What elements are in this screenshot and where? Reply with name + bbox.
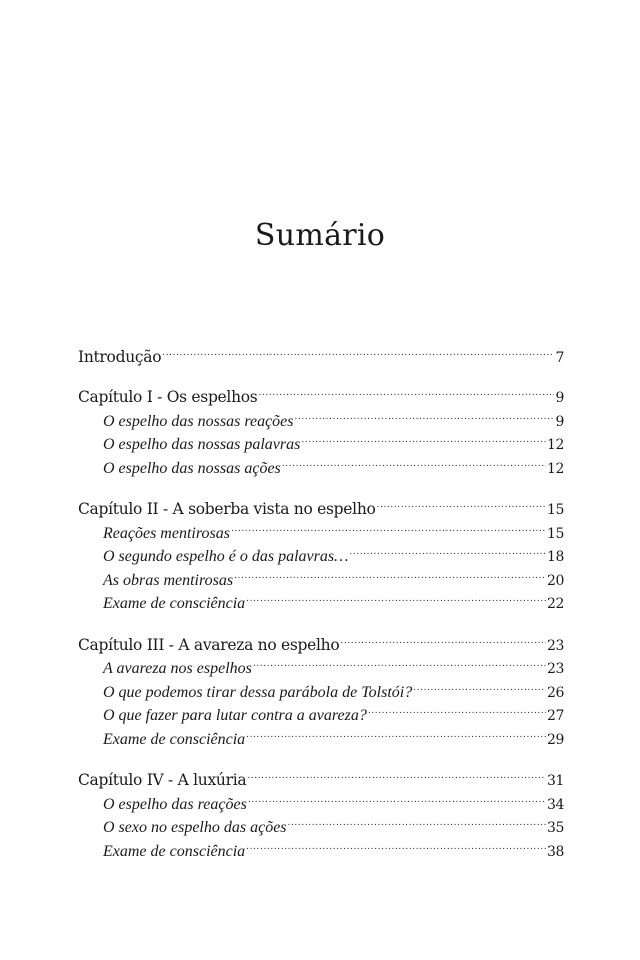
toc-subentry-page: 12 xyxy=(546,437,564,453)
dot-leader xyxy=(340,626,546,650)
toc-subentry-label: Reações mentirosas xyxy=(103,524,230,542)
table-of-contents xyxy=(78,338,564,874)
toc-subentry-page: 29 xyxy=(546,731,564,748)
toc-group-chapter-1 xyxy=(78,379,564,477)
toc-entry-page: 9 xyxy=(555,390,564,406)
toc-subentry-page: 38 xyxy=(546,843,564,860)
toc-group-introduction xyxy=(78,338,564,366)
dot-leader xyxy=(349,538,546,562)
dot-leader xyxy=(231,514,546,538)
toc-group-chapter-3 xyxy=(78,626,564,748)
toc-subentry-label: O segundo espelho é o das palavras… xyxy=(103,548,349,565)
toc-subentry-label: O que podemos tirar dessa parábola de Tolstói? xyxy=(103,683,413,701)
toc-subentry-label: O espelho das nossas ações xyxy=(103,459,281,477)
dot-leader xyxy=(301,426,546,450)
toc-subentry-page: 27 xyxy=(546,708,564,724)
toc-entry-chapter-3[interactable] xyxy=(78,626,564,654)
toc-subentry-page: 18 xyxy=(546,549,564,565)
toc-entry-label: Capítulo I - Os espelhos xyxy=(78,388,258,406)
dot-leader xyxy=(282,449,546,473)
toc-entry-chapter-2[interactable] xyxy=(78,491,564,518)
toc-subentry-page: 35 xyxy=(546,820,564,836)
toc-subentry-label: O que fazer para lutar contra a avareza? xyxy=(103,707,367,724)
toc-subentry-page: 9 xyxy=(555,413,564,430)
dot-leader xyxy=(246,585,546,609)
dot-leader xyxy=(246,832,546,856)
dot-leader xyxy=(258,379,554,403)
toc-subentry-label: O sexo no espelho das ações xyxy=(103,819,287,836)
toc-subentry-page: 23 xyxy=(546,661,564,677)
dot-leader xyxy=(234,561,546,585)
dot-leader xyxy=(377,491,546,515)
toc-subentry-page: 15 xyxy=(546,525,564,542)
toc-subentry-page: 20 xyxy=(546,572,564,589)
dot-leader xyxy=(253,650,546,674)
toc-subentry-page: 12 xyxy=(546,460,564,477)
toc-entry-label: Capítulo IV - A luxúria xyxy=(78,771,247,789)
toc-entry-label: Capítulo II - A soberba vista no espelho xyxy=(78,500,376,518)
toc-subentry-page: 26 xyxy=(546,684,564,701)
toc-entry-label: Introdução xyxy=(78,347,162,366)
toc-subentry-label: O espelho das nossas reações xyxy=(103,412,294,430)
toc-subentry-label: Exame de consciência xyxy=(103,595,246,612)
toc-entry-introduction[interactable] xyxy=(78,338,564,366)
toc-entry-page: 23 xyxy=(546,637,564,654)
toc-entry-page: 7 xyxy=(555,349,564,366)
dot-leader xyxy=(288,809,546,833)
dot-leader xyxy=(368,697,546,721)
toc-entry-chapter-1[interactable] xyxy=(78,379,564,406)
dot-leader xyxy=(162,338,554,362)
toc-entry-page: 15 xyxy=(546,502,564,518)
dot-leader xyxy=(247,762,546,786)
toc-subentry-label: O espelho das reações xyxy=(103,795,247,813)
toc-subentry-page: 22 xyxy=(546,596,564,612)
toc-group-chapter-4 xyxy=(78,762,564,860)
toc-entry-label: Capítulo III - A avareza no espelho xyxy=(78,635,340,654)
toc-subentry-label: Exame de consciência xyxy=(103,842,246,860)
toc-entry-chapter-4[interactable] xyxy=(78,762,564,789)
toc-subentry-label: Exame de consciência xyxy=(103,730,246,748)
dot-leader xyxy=(248,785,546,809)
dot-leader xyxy=(246,720,546,744)
toc-subentry-label: As obras mentirosas xyxy=(103,571,234,589)
dot-leader xyxy=(295,402,555,426)
toc-entry-page: 31 xyxy=(546,773,564,789)
toc-subentry-label: A avareza nos espelhos xyxy=(103,660,252,677)
dot-leader xyxy=(413,673,546,697)
toc-subentry-label: O espelho das nossas palavras xyxy=(103,436,301,453)
page-title: Sumário xyxy=(254,218,386,254)
toc-subentry-page: 34 xyxy=(546,796,564,813)
toc-group-chapter-2 xyxy=(78,491,564,612)
